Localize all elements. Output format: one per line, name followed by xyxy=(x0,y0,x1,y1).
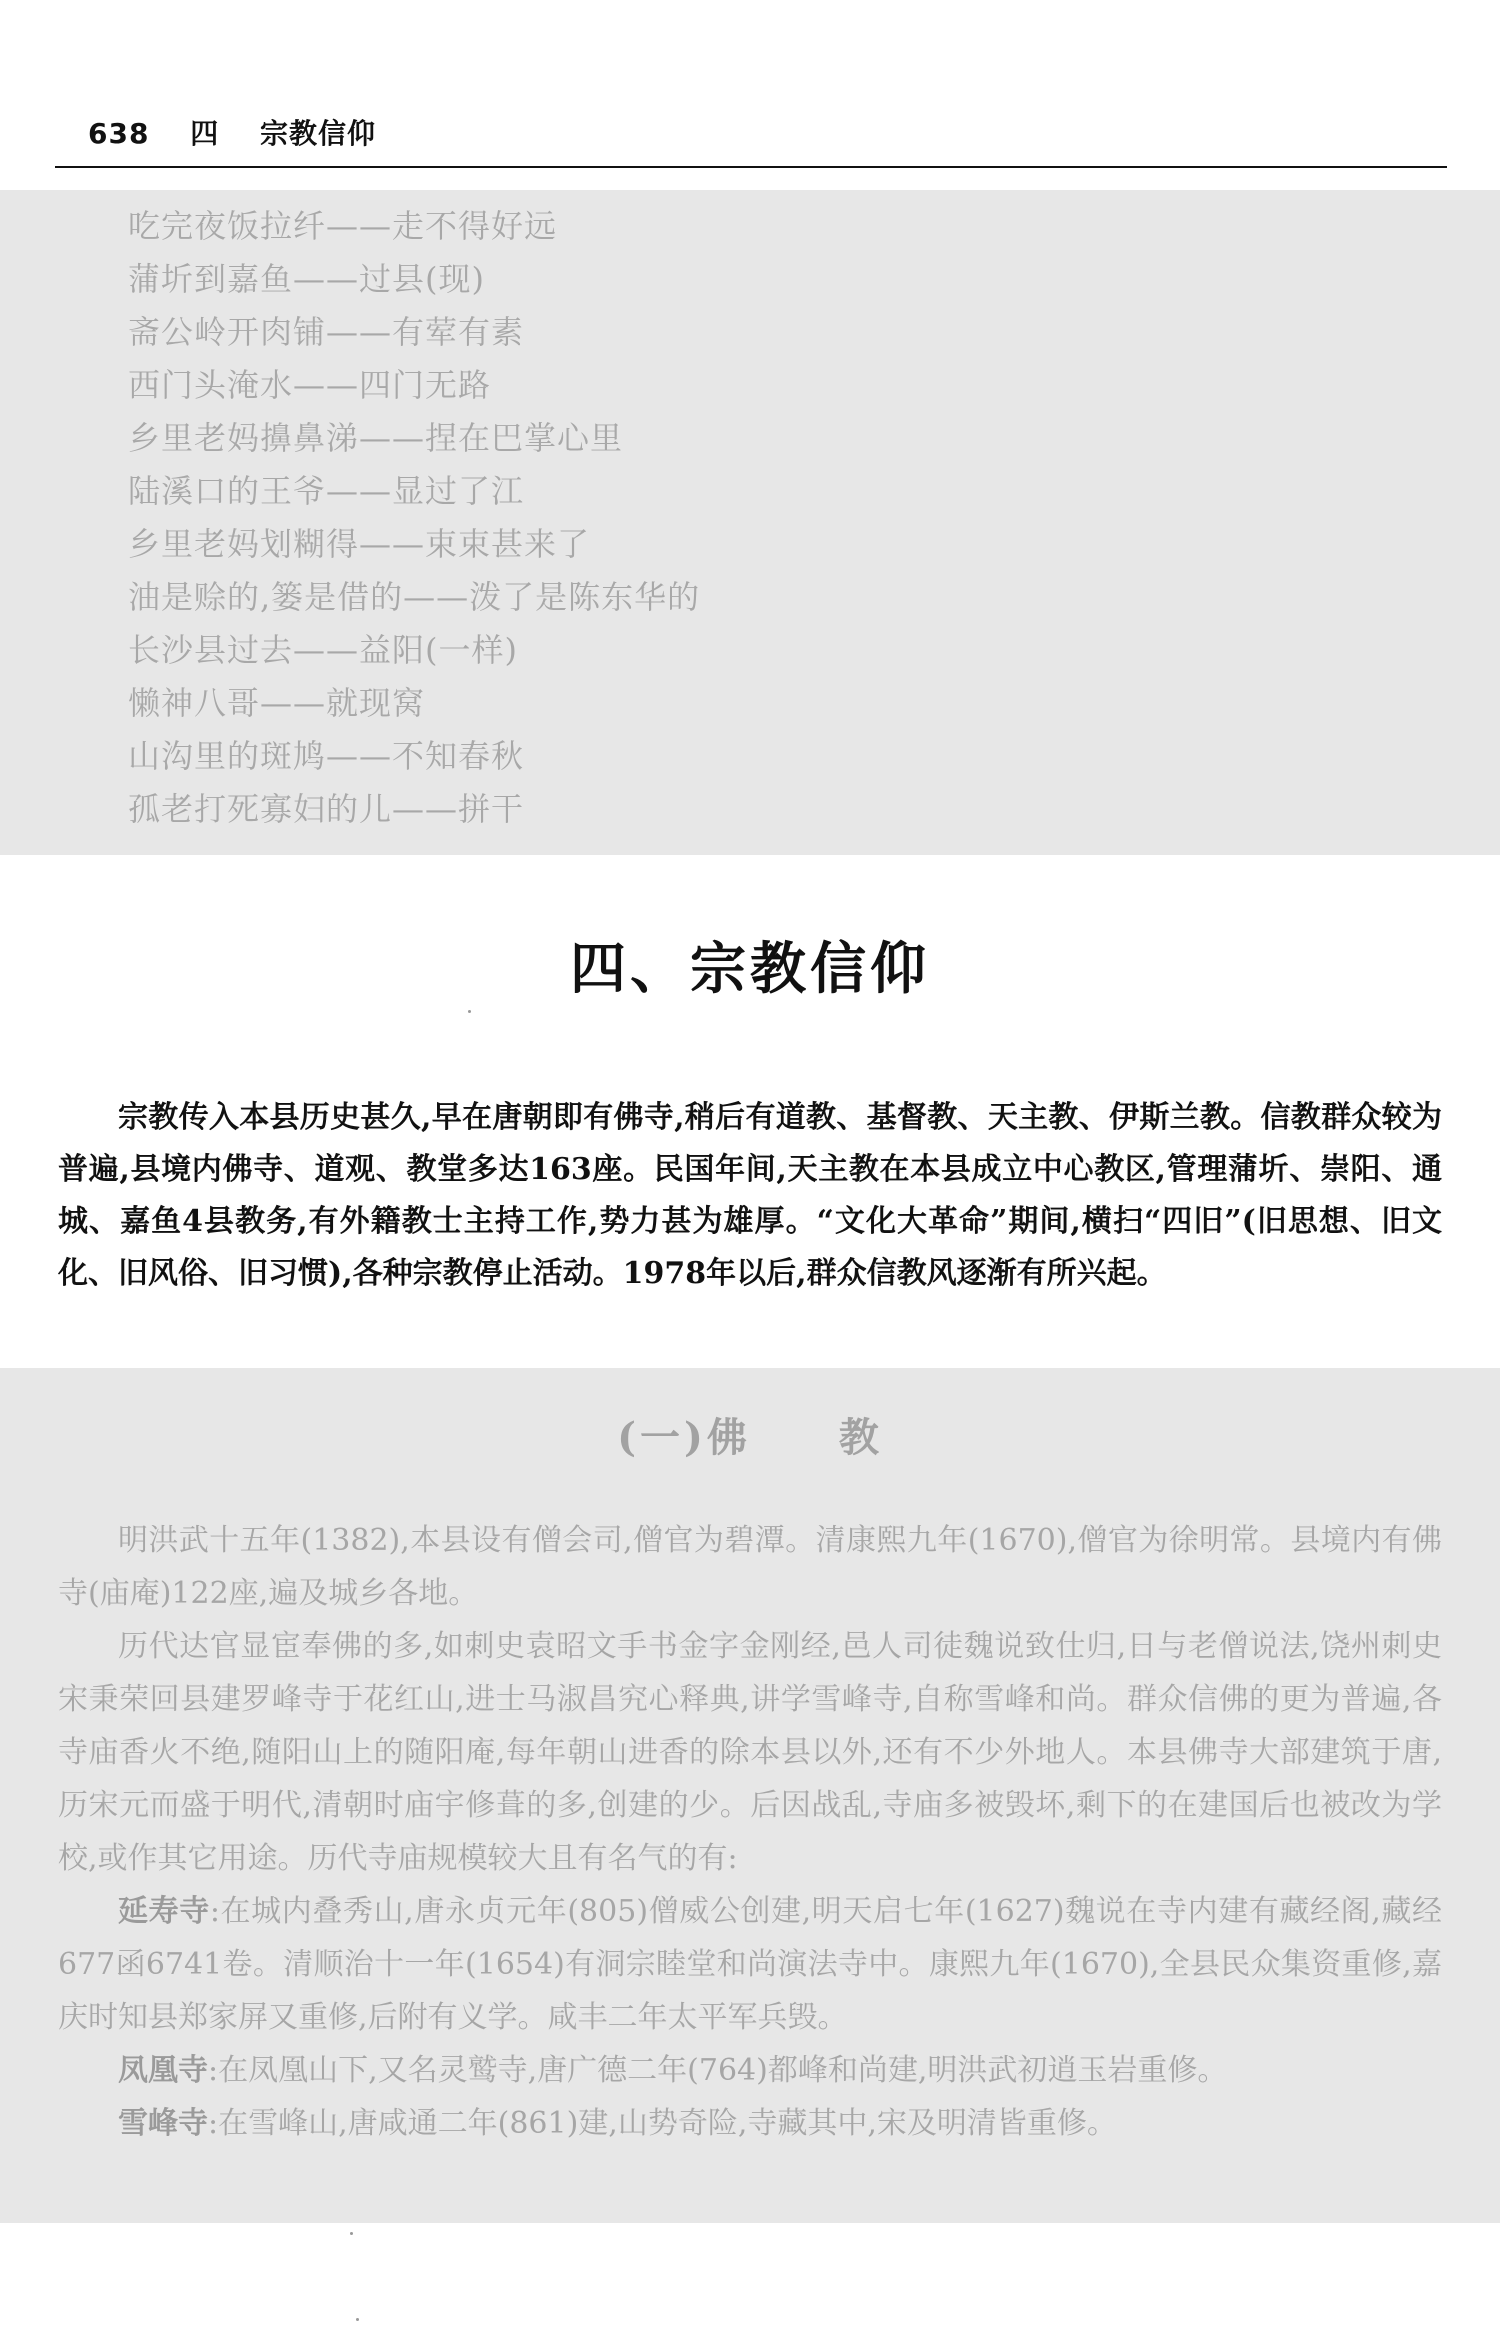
proverb-line: 长沙县过去——益阳(一样) xyxy=(128,631,518,669)
temple-entry xyxy=(58,1885,1442,2044)
header-rule xyxy=(55,166,1447,168)
scan-speck xyxy=(350,2232,353,2235)
subsection-title: (一)佛 教 xyxy=(617,1414,883,1461)
running-header xyxy=(88,112,406,152)
chapter-number: 四 xyxy=(190,117,220,150)
buddhism-body xyxy=(58,1514,1442,2150)
proverb-list xyxy=(128,200,700,836)
temple-name: 雪峰寺 xyxy=(118,2106,208,2141)
section-title: 四、宗教信仰 xyxy=(570,937,930,1002)
scan-speck xyxy=(356,2318,359,2321)
intro-paragraph: 宗教传入本县历史甚久,早在唐朝即有佛寺,稍后有道教、基督教、天主教、伊斯兰教。信教群众较为普遍,县境内佛寺、道观、教堂多达163座。民国年间,天主教在本县成立中心教区,管理蒲圻、崇阳、通城、嘉鱼4县教务,有外籍教士主持工作,势力甚为雄厚。“文化大革命”期间,横扫“四旧”(旧思想、旧文化、旧风俗、旧习惯),各种宗教停止活动。1978年以后,群众信教风逐渐有所兴起。 xyxy=(58,1100,1442,1291)
proverb-line: 孤老打死寡妇的儿——拼干 xyxy=(128,790,525,828)
proverb-line: 乡里老妈擤鼻涕——捏在巴掌心里 xyxy=(128,419,624,457)
proverb-line: 懒神八哥——就现窝 xyxy=(128,684,426,722)
proverb-line: 乡里老妈划糊得——束束甚来了 xyxy=(128,525,591,563)
buddhism-paragraph: 明洪武十五年(1382),本县设有僧会司,僧官为碧潭。清康熙九年(1670),僧官为徐明常。县境内有佛寺(庙庵)122座,遍及城乡各地。 xyxy=(58,1523,1442,1611)
proverb-line: 陆溪口的王爷——显过了江 xyxy=(128,472,525,510)
buddhism-paragraph: 历代达官显宦奉佛的多,如刺史袁昭文手书金字金刚经,邑人司徒魏说致仕归,日与老僧说法,饶州刺史宋秉荣回县建罗峰寺于花红山,进士马淑昌究心释典,讲学雪峰寺,自称雪峰和尚。群众信佛的更为普遍,各寺庙香火不绝,随阳山上的随阳庵,每年朝山进香的除本县以外,还有不少外地人。本县佛寺大部建筑于唐,历宋元而盛于明代,清朝时庙宇修葺的多,创建的少。后因战乱,寺庙多被毁坏,剩下的在建国后也被改为学校,或作其它用途。历代寺庙规模较大且有名气的有: xyxy=(58,1629,1442,1876)
proverb-line: 吃完夜饭拉纤——走不得好远 xyxy=(128,207,558,245)
proverb-line: 西门头淹水——四门无路 xyxy=(128,366,492,404)
section-intro xyxy=(58,1092,1442,1300)
temple-name: 延寿寺 xyxy=(118,1894,210,1929)
temple-entry xyxy=(58,2044,1442,2097)
page-number: 638 xyxy=(88,117,150,150)
proverb-line: 山沟里的斑鸠——不知春秋 xyxy=(128,737,525,775)
proverb-line: 蒲圻到嘉鱼——过县(现) xyxy=(128,260,485,298)
proverb-line: 油是赊的,篓是借的——泼了是陈东华的 xyxy=(128,578,701,616)
proverb-line: 斋公岭开肉铺——有荤有素 xyxy=(128,313,525,351)
temple-name: 凤凰寺 xyxy=(118,2053,208,2088)
scan-speck xyxy=(468,1010,471,1013)
temple-text: :在雪峰山,唐咸通二年(861)建,山势奇险,寺藏其中,宋及明清皆重修。 xyxy=(208,2106,1117,2141)
temple-entry xyxy=(58,2097,1442,2150)
temple-text: :在凤凰山下,又名灵鹫寺,唐广德二年(764)都峰和尚建,明洪武初逍玉岩重修。 xyxy=(208,2053,1228,2088)
temple-text: :在城内叠秀山,唐永贞元年(805)僧威公创建,明天启七年(1627)魏说在寺内建有藏经阁,藏经677函6741卷。清顺治十一年(1654)有洞宗睦堂和尚演法寺中。康熙九年(1670),全县民众集资重修,嘉庆时知县郑家屏又重修,后附有义学。咸丰二年太平军兵毁。 xyxy=(58,1894,1443,2035)
chapter-title: 宗教信仰 xyxy=(259,117,376,150)
